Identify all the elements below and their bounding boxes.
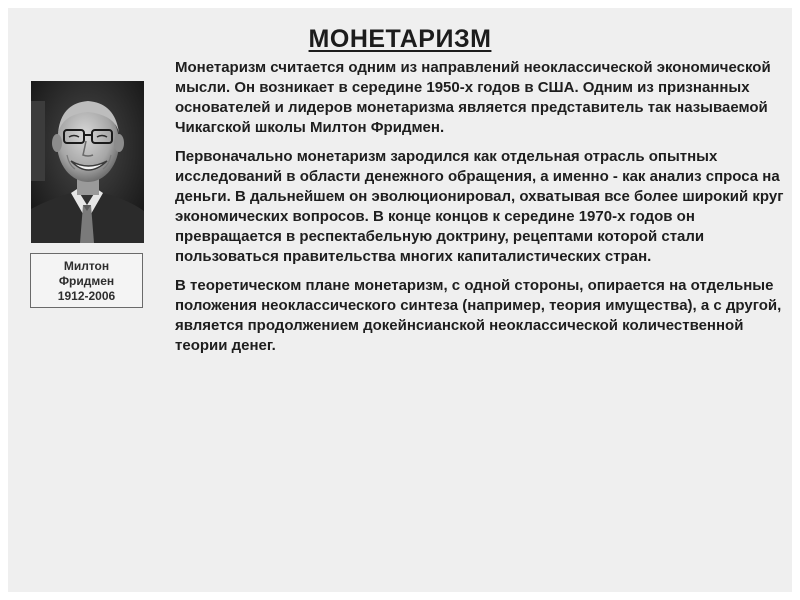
- paragraph-2: Первоначально монетаризм зародился как отдельная отрасль опытных исследований в области денежного обращения, а именно - как анализ спроса на деньги. В дальнейшем он эволюционировал, охватывая все более широкий круг экономических вопросов. В конце концов к середине 1970-х годов он превращается в респектабельную доктрину, рецептами которой стали пользоваться правительства многих капиталистических стран.: [175, 148, 784, 265]
- portrait-caption: [30, 253, 143, 308]
- caption-name-line2: Фридмен: [58, 274, 115, 288]
- body-text: [175, 58, 785, 365]
- slide-title: [8, 25, 792, 54]
- caption-years: 1912-2006: [57, 289, 116, 303]
- slide: [8, 8, 792, 592]
- paragraph-3: В теоретическом плане монетаризм, с одной стороны, опирается на отдельные положения неоклассического синтеза (например, теория имущества), а с другой, является продолжением докейнсианской неоклассической количественной теории денег.: [175, 277, 782, 354]
- portrait-photo: [31, 81, 144, 243]
- portrait-illustration: [31, 81, 144, 243]
- slide-title-text: МОНЕТАРИЗМ: [308, 25, 492, 53]
- caption-name-line1: Милтон: [63, 259, 110, 273]
- paragraph-1: Монетаризм считается одним из направлений неоклассической экономической мысли. Он возникает в середине 1950-х годов в США. Одним из признанных основателей и лидеров монетаризма является представитель так называемой Чикагской школы Милтон Фридмен.: [175, 59, 771, 136]
